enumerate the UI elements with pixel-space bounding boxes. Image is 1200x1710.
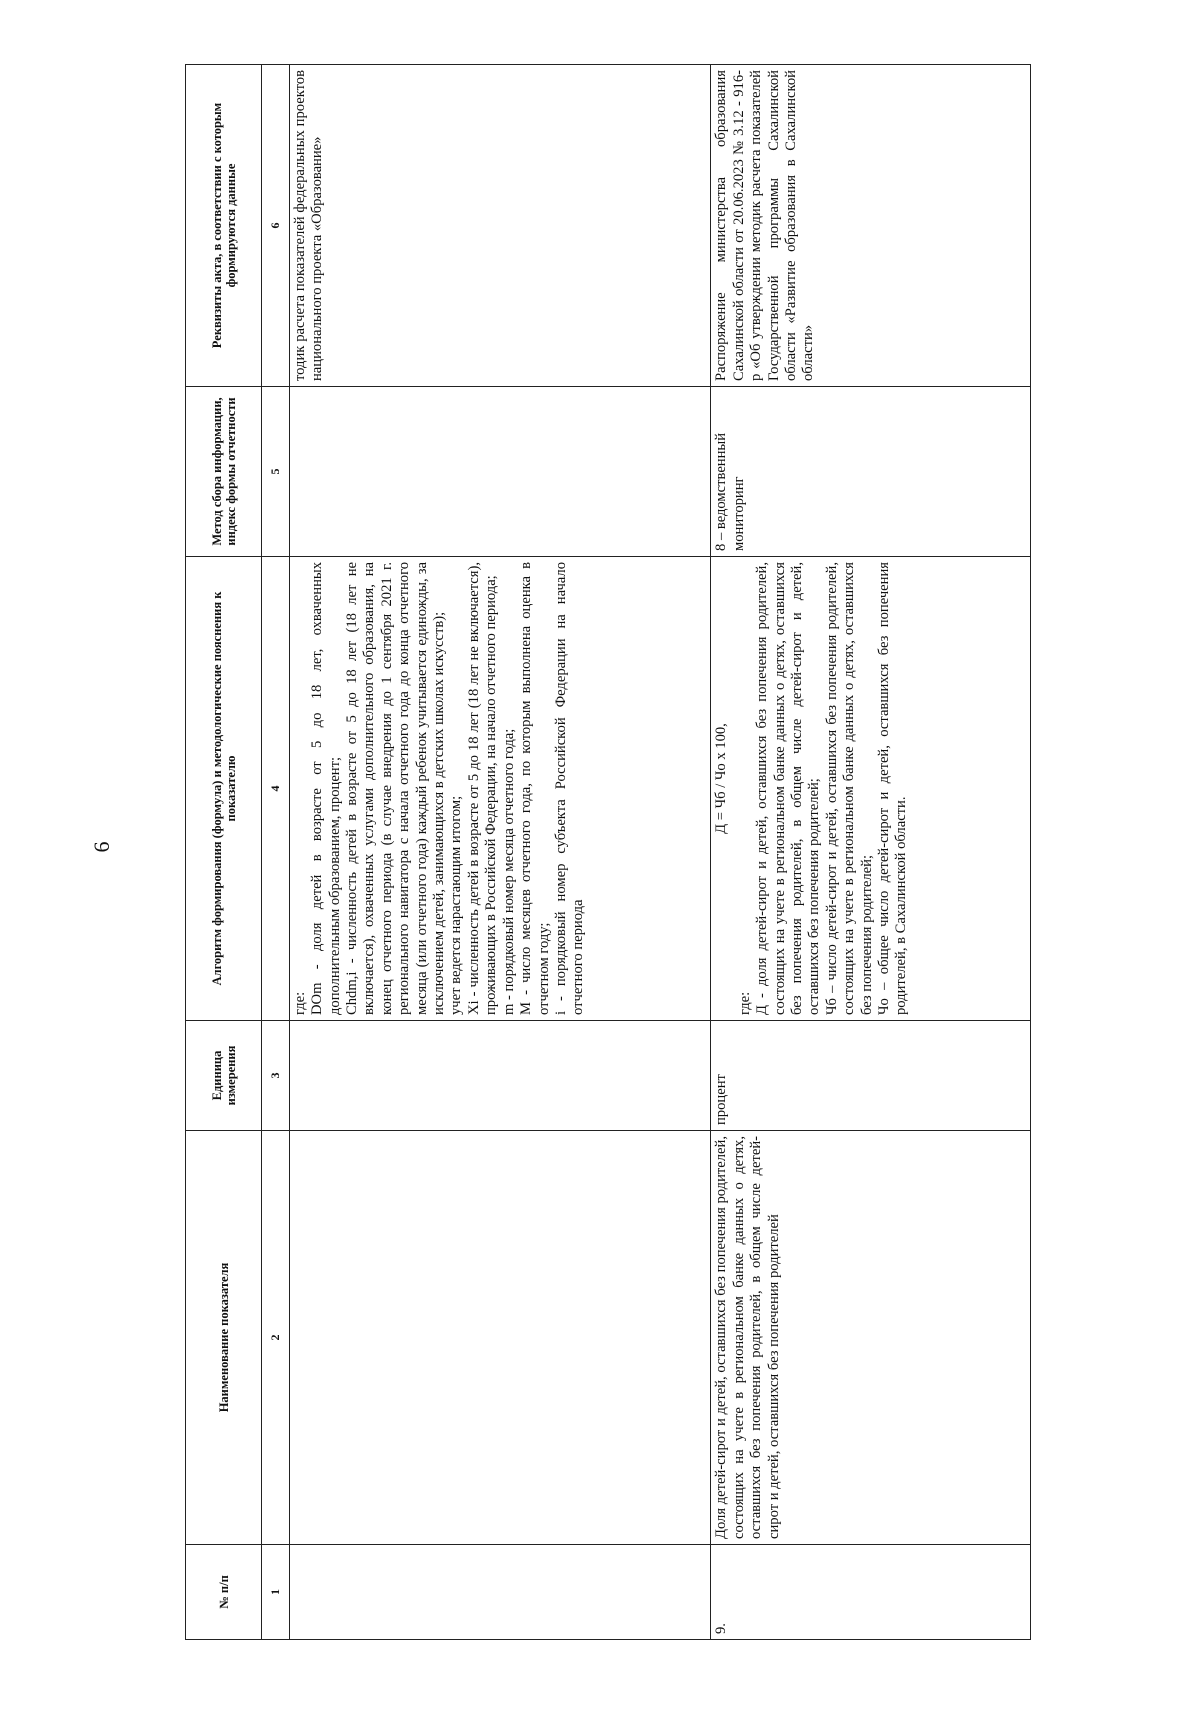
cell-requisites: тодик расчета показателей федеральных проектов национального проекта «Образование» <box>289 65 710 387</box>
page-number: 6 <box>89 841 114 853</box>
algorithm-line: m - порядковый номер месяца отчетного года; <box>500 728 517 1015</box>
table-row <box>711 65 1031 1640</box>
algorithm-line: где: <box>291 991 308 1015</box>
header-method: Метод сбора информации, индекс формы отчетности <box>186 387 262 557</box>
indicators-table <box>185 64 1031 1640</box>
algorithm-line: Chdm,i - численность детей в возрасте от 5 до 18 лет (18 лет не включается), охваченных услугами дополнительного образования, на конец отчетного периода (в случае внедрения до 1 сентября 2021 г. регионального навигатора с начала отчетного года до конца отчетного месяца (или отчетного года) каждый ребенок учитывается единожды, за исключением детей, занимающихся в детских школах искусств); <box>344 562 448 1015</box>
algorithm-line: где: <box>736 991 753 1015</box>
cell-name: Доля детей-сирот и детей, оставшихся без попечения родителей, состоящих на учете в региональном банке данных о детях, оставшихся без попечения родителей, в общем числе детей-сирот и детей, оставшихся без попечения родителей <box>711 1131 1031 1545</box>
cell-unit: процент <box>711 1021 1031 1131</box>
cell-unit <box>289 1021 710 1131</box>
cell-algorithm <box>289 557 710 1021</box>
algorithm-line: i - порядковый номер субъекта Российской Федерации на начало отчетного периода <box>552 562 587 1015</box>
header-algorithm: Алгоритм формирования (формула) и методологические пояснения к показателю <box>186 557 262 1021</box>
table-row <box>289 65 710 1640</box>
col-number: 6 <box>262 65 289 387</box>
cell-method <box>289 387 710 557</box>
col-number: 5 <box>262 387 289 557</box>
algorithm-line: Чб – число детей-сирот и детей, оставшихся без попечения родителей, состоящих на учете в региональном банке данных о детях, оставшихся без попечения родителей; <box>823 562 875 1015</box>
column-numbers-row <box>262 65 289 1640</box>
header-requisites: Реквизиты акта, в соответствии с которым формируются данные <box>186 65 262 387</box>
algorithm-line: Чо – общее число детей-сирот и детей, оставшихся без попечения родителей, в Сахалинской области. <box>875 562 910 1015</box>
algorithm-line: учет ведется нарастающим итогом; <box>448 795 465 1015</box>
cell-num <box>289 1545 710 1640</box>
cell-num: 9. <box>711 1545 1031 1640</box>
col-number: 3 <box>262 1021 289 1131</box>
header-row <box>186 65 262 1640</box>
header-num: № п/п <box>186 1545 262 1640</box>
col-number: 2 <box>262 1131 289 1545</box>
formula: Д = Чб / Чо х 100, <box>713 723 730 834</box>
cell-requisites: Распоряжение министерства образования Сахалинской области от 20.06.2023 № 3.12 - 916-р «Об утверждении методик расчета показателей Государственной программы Сахалинской области «Развитие образования в Сахалинской области» <box>711 65 1031 387</box>
rotated-table-container <box>185 65 1031 1640</box>
cell-method: 8 – ведомственный мониторинг <box>711 387 1031 557</box>
col-number: 4 <box>262 557 289 1021</box>
cell-algorithm <box>711 557 1031 1021</box>
header-unit: Единица измерения <box>186 1021 262 1131</box>
col-number: 1 <box>262 1545 289 1640</box>
algorithm-line: DOm - доля детей в возрасте от 5 до 18 лет, охваченных дополнительным образованием, процент; <box>309 562 343 1015</box>
header-name: Наименование показателя <box>186 1131 262 1545</box>
algorithm-line: Xi - численность детей в возрасте от 5 до 18 лет (18 лет не включается), проживающих в Российской Федерации, на начало отчетного периода; <box>465 562 500 1015</box>
algorithm-line: Д - доля детей-сирот и детей, оставшихся без попечения родителей, состоящих на учете в региональном банке данных о детях, оставшихся без попечения родителей, в общем числе детей-сирот и детей, оставшихся без попечения родителей; <box>754 562 823 1015</box>
cell-name <box>289 1131 710 1545</box>
algorithm-line: M - число месяцев отчетного года, по которым выполнена оценка в отчетном году; <box>518 562 552 1015</box>
